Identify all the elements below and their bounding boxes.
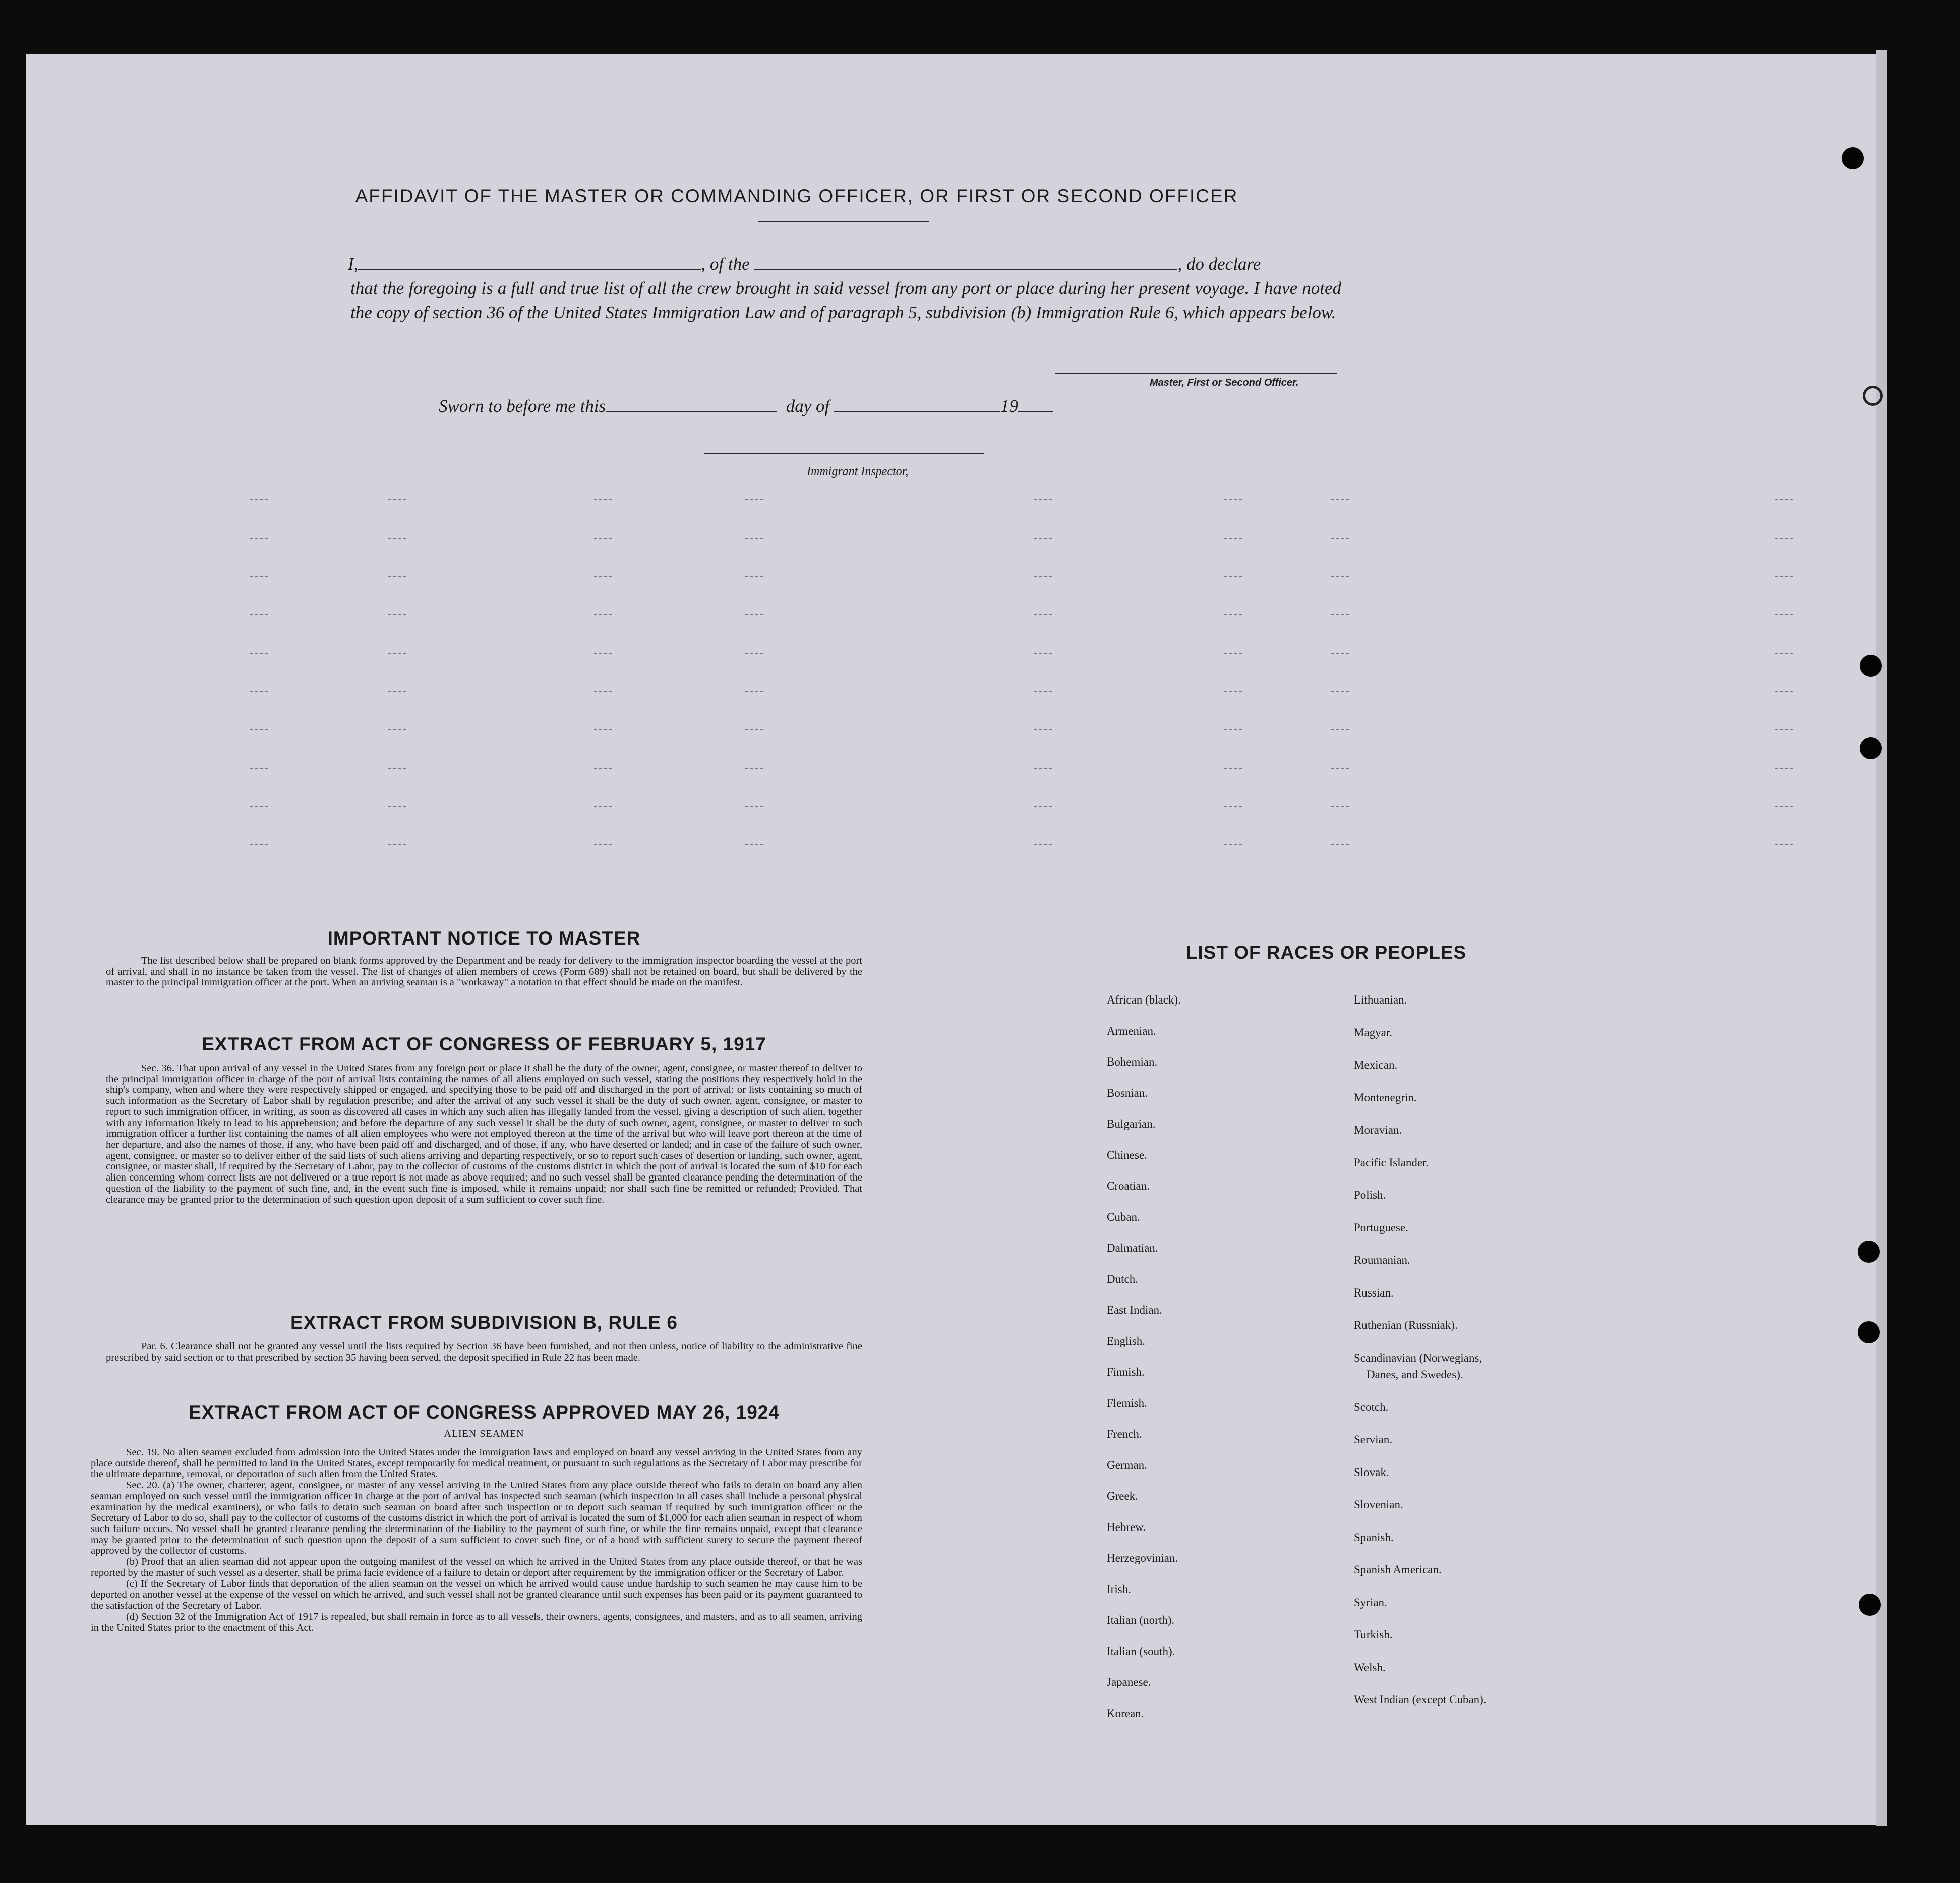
bleed-dash — [250, 844, 268, 845]
extract-1924-paragraph: Sec. 20. (a) The owner, charterer, agent, consignee, or master of any vessel arriving in the United States from any place outside thereof who fails to detain on board any alien seaman employed on such vessel until the immigration officer in charge at the port of arrival has inspected such seaman (which inspection in all cases shall include a personal physical examination by the medical examiners), or who fails to detain such seaman on board after such inspection or to deport such seaman if required by such immigration officer or the Secretary of Labor to do so, shall pay to the collector of customs of the customs district in which the port of arrival is located the sum of $1,000 for each alien seaman in respect of whom such failure occurs. No vessel shall be granted clearance pending the determination of the liability to the payment of such fine, or while the fine remains unpaid, except that clearance may be granted prior to the determination of such question upon the deposit of a sum sufficient to cover such fine, or of a bond with sufficient surety to secure the payment thereof approved by the collector of customs. — [91, 1480, 862, 1557]
rule6-body: Par. 6. Clearance shall not be granted any vessel until the lists required by Section 36 have been furnished, and not then unless, notice of liability to the administrative fine prescribed by said section or to that prescribed by section 35 having been served, the deposit specified in Rule 22 has been made. — [106, 1341, 862, 1363]
bleed-dash — [1775, 691, 1793, 692]
race-item: Flemish. — [1107, 1396, 1147, 1409]
race-item: Scotch. — [1354, 1400, 1389, 1414]
bleed-dash — [388, 499, 406, 500]
bleed-dash — [1034, 538, 1052, 539]
bleed-dash — [594, 538, 612, 539]
bleed-dash — [745, 768, 763, 769]
race-item: Syrian. — [1354, 1596, 1387, 1609]
bleed-dash — [1224, 768, 1242, 769]
affidavit-of-the-label: , of the — [701, 254, 750, 274]
bleed-dash — [1034, 576, 1052, 577]
race-item: Bohemian. — [1107, 1055, 1158, 1068]
bleed-dash — [250, 691, 268, 692]
bleed-dash — [1775, 729, 1793, 730]
bleed-dash — [1224, 614, 1242, 615]
bleed-dash — [745, 806, 763, 807]
affidavit-declare-label: , do declare — [1177, 254, 1261, 274]
bleed-dash — [1775, 576, 1793, 577]
bleed-dash — [1224, 729, 1242, 730]
affidavit-declaration — [348, 252, 1341, 325]
race-item: Servian. — [1354, 1433, 1393, 1446]
bleed-dash — [594, 691, 612, 692]
punch-hole — [1863, 386, 1883, 406]
race-item: Hebrew. — [1107, 1520, 1146, 1534]
bleed-dash — [388, 538, 406, 539]
race-item: Finnish. — [1107, 1366, 1145, 1378]
race-item: Croatian. — [1107, 1180, 1150, 1192]
bleed-dash — [594, 729, 612, 730]
race-item: English. — [1107, 1334, 1146, 1347]
race-item: Polish. — [1354, 1189, 1386, 1201]
vessel-field-line[interactable] — [754, 269, 1177, 270]
year-label: 19 — [1000, 396, 1018, 416]
bleed-dash — [1775, 768, 1793, 769]
bleed-dash — [388, 614, 406, 615]
bleed-dash — [1224, 653, 1242, 654]
bleed-dash — [388, 768, 406, 769]
bleed-dash — [1331, 844, 1349, 845]
inspector-label: Immigrant Inspector, — [807, 465, 909, 478]
bleed-dash — [1034, 768, 1052, 769]
bleed-dash — [1034, 499, 1052, 500]
extract-1924-paragraph: (c) If the Secretary of Labor finds that deportation of the alien seaman on the vessel on which he arrived would cause undue hardship to such seamen he may cause him to be deported on another vessel at the expense of the vessel on which he arrived, and such vessel shall not be granted clearance until such expenses has been paid or its payment guaranteed to the satisfaction of the Secretary of Labor. — [91, 1578, 862, 1612]
day-of-label: day of — [786, 396, 830, 416]
bleed-dash — [1331, 653, 1349, 654]
bleed-dash — [1331, 538, 1349, 539]
sworn-day-field[interactable] — [606, 411, 777, 412]
race-item: Slovenian. — [1354, 1498, 1403, 1511]
punch-hole — [1858, 1321, 1880, 1343]
bleed-dash — [1331, 806, 1349, 807]
affidavit-i-label: I, — [348, 254, 359, 274]
race-item: Ruthenian (Russniak). — [1354, 1319, 1458, 1331]
race-item: French. — [1107, 1428, 1142, 1440]
bleed-dash — [250, 653, 268, 654]
race-item: Cuban. — [1107, 1210, 1140, 1223]
bleed-dash — [388, 576, 406, 577]
bleed-dash — [1331, 499, 1349, 500]
bleed-dash — [594, 806, 612, 807]
rule6-title: EXTRACT FROM SUBDIVISION B, RULE 6 — [290, 1312, 678, 1333]
race-item: Bosnian. — [1107, 1086, 1148, 1099]
race-item: Spanish American. — [1354, 1563, 1442, 1576]
extract-1924-paragraph: Sec. 19. No alien seamen excluded from admission into the United States under the immigration laws and employed on board any vessel arriving in the United States from any place outside thereof, shall be permitted to land in the United States, except temporarily for medical treatment, or pursuant to such regulations as the Secretary of Labor may prescribe for the ultimate departure, removal, or deportation of such alien from the United States. — [91, 1447, 862, 1480]
race-item: Montenegrin. — [1354, 1091, 1417, 1104]
bleed-dash — [1034, 729, 1052, 730]
race-item: Chinese. — [1107, 1148, 1147, 1161]
notice-text — [106, 956, 862, 988]
race-item: Russian. — [1354, 1286, 1394, 1299]
extract-1917-body: Sec. 36. That upon arrival of any vessel in the United States from any foreign port or place it shall be the duty of the owner, agent, consignee, or master thereof to deliver to the principal immigration officer in charge of the port of arrival lists containing the names of all aliens employed on such vessel, stating the positions they respectively hold in the ship's company, when and where they were respectively shipped or engaged, and specifying those to be paid off and discharged in the port of arrival: or lists containing so much of such information as the Secretary of Labor shall by regulation prescribe; and after the arrival of any such vessel it shall be the duty of such owner, agent, consignee, or master to report to such immigration officer, in writing, as soon as discovered all cases in which any such alien has illegally landed from the vessel, giving a description of such alien, together with any information likely to lead to his apprehension; and before the departure of any such vessel it shall be the duty of such owner, agent, consignee, or master to deliver to such immigration officer a further list containing the names of all alien employees who were not employed thereon at the time of the arrival but who will leave port thereon at the time of her departure, and also the names of those, if any, who have been paid off and discharged, and of those, if any, who have deserted or landed; and in case of the failure of such owner, agent, consignee, or master so to deliver either of the said lists of such aliens arriving and departing respectively, or so to report such cases of desertion or landing, such owner, agent, consignee, or master shall, if required by the Secretary of Labor, pay to the collector of customs of the customs district in which the port of arrival is located the sum of $10 for each alien concerning whom correct lists are not delivered or a true report is not made as above required; and no such vessel shall be granted clearance pending the determination of the question of the liability to the payment of such fine, and, in the event such fine is imposed, while it remains unpaid; nor shall such fine be remitted or refunded; Provided. That clearance may be granted prior to the determination of such question upon deposit of a sum sufficient to cover such fine. — [106, 1063, 862, 1205]
bleed-dash — [388, 806, 406, 807]
notice-body: The list described below shall be prepared on blank forms approved by the Department and be ready for delivery to the immigration inspector boarding the vessel at the port of arrival, and shall in no instance be taken from the vessel. The list of changes of alien members of crews (Form 689) shall not be retained on board, but shall be delivered by the master to the principal immigration officer at the port. When an arriving seaman is a "workaway" a notation to that effect should be made on the manifest. — [106, 955, 862, 988]
bleed-dash — [745, 691, 763, 692]
race-item: Dalmatian. — [1107, 1242, 1158, 1254]
punch-hole — [1860, 655, 1882, 677]
rule6-text — [106, 1341, 862, 1363]
bleed-dash — [1775, 538, 1793, 539]
bleed-dash — [250, 614, 268, 615]
bleed-dash — [594, 499, 612, 500]
punch-hole — [1860, 737, 1882, 759]
race-item: Herzegovinian. — [1107, 1552, 1178, 1564]
race-item: Portuguese. — [1354, 1221, 1408, 1234]
bleed-dash — [594, 844, 612, 845]
bleed-dash — [1331, 576, 1349, 577]
title-rule — [758, 221, 929, 222]
punch-hole — [1842, 147, 1864, 169]
extract-1917-title: EXTRACT FROM ACT OF CONGRESS OF FEBRUARY 5, 1917 — [202, 1034, 766, 1054]
bleed-dash — [1775, 499, 1793, 500]
punch-hole — [1859, 1594, 1881, 1616]
race-item: Slovak. — [1354, 1465, 1389, 1479]
race-item: Irish. — [1107, 1582, 1131, 1596]
bleed-dash — [1224, 691, 1242, 692]
extract-1924-text — [91, 1447, 862, 1633]
race-item: Moravian. — [1354, 1124, 1402, 1136]
bleed-dash — [1775, 653, 1793, 654]
bleed-dash — [388, 653, 406, 654]
bleed-dash — [1331, 691, 1349, 692]
bleed-dash — [1331, 614, 1349, 615]
race-item: East Indian. — [1107, 1304, 1162, 1316]
bleed-dash — [1331, 729, 1349, 730]
race-item: Scandinavian (Norwegians, — [1354, 1351, 1482, 1364]
race-item: Korean. — [1107, 1707, 1144, 1720]
bleed-dash — [1034, 691, 1052, 692]
signature-line[interactable] — [1055, 373, 1337, 374]
bleed-dash — [388, 844, 406, 845]
bleed-dash — [250, 499, 268, 500]
bleed-dash — [1224, 499, 1242, 500]
sworn-year-field[interactable] — [1018, 411, 1053, 412]
sworn-line — [439, 396, 1053, 417]
race-item: Italian (south). — [1107, 1644, 1175, 1658]
race-item: Magyar. — [1354, 1026, 1393, 1039]
race-item: Danes, and Swedes). — [1367, 1368, 1463, 1381]
bleed-dash — [1224, 806, 1242, 807]
race-item: Pacific Islander. — [1354, 1156, 1429, 1169]
bleed-dash — [1331, 768, 1349, 769]
bleed-dash — [1034, 614, 1052, 615]
race-item: Japanese. — [1107, 1676, 1151, 1688]
bleed-dash — [594, 576, 612, 577]
bleed-dash — [1224, 538, 1242, 539]
bleed-dash — [745, 538, 763, 539]
bleed-dash — [250, 729, 268, 730]
page-stack-edge — [1876, 50, 1887, 1826]
affidavit-body: that the foregoing is a full and true list of all the crew brought in said vessel from any port or place during her present voyage. I have noted the copy of section 36 of the United States Immigration Law and of paragraph 5, subdivision (b) Immigration Rule 6, which appears below. — [350, 278, 1341, 322]
race-item: Mexican. — [1354, 1058, 1398, 1071]
bleed-dash — [745, 844, 763, 845]
bleed-dash — [745, 499, 763, 500]
bleed-dash — [1034, 653, 1052, 654]
bleed-dash — [745, 653, 763, 654]
sworn-label: Sworn to before me this — [439, 396, 606, 416]
race-item: Italian (north). — [1107, 1614, 1175, 1626]
extract-1924-subtitle: ALIEN SEAMEN — [444, 1428, 524, 1439]
punch-hole — [1858, 1241, 1880, 1263]
bleed-dash — [250, 538, 268, 539]
bleed-dash — [594, 653, 612, 654]
race-item: Turkish. — [1354, 1628, 1393, 1641]
extract-1917-text — [106, 1063, 862, 1205]
bleed-dash — [745, 614, 763, 615]
bleed-dash — [594, 768, 612, 769]
bleed-dash — [250, 768, 268, 769]
race-item: African (black). — [1107, 993, 1181, 1006]
race-item: German. — [1107, 1458, 1147, 1472]
race-item: Welsh. — [1354, 1661, 1386, 1674]
races-title: LIST OF RACES OR PEOPLES — [1185, 942, 1467, 963]
extract-1924-paragraph: (b) Proof that an alien seaman did not appear upon the outgoing manifest of the vessel on which he arrived in the United States from any place outside thereof, or that he was reported by the master of such vessel as a deserter, shall be prima facie evidence of a failure to detain or deport after requirement by the immigration officer or the Secretary of Labor. — [91, 1556, 862, 1578]
signature-label: Master, First or Second Officer. — [1150, 377, 1299, 388]
race-item: West Indian (except Cuban). — [1354, 1693, 1487, 1706]
bleed-dash — [1224, 844, 1242, 845]
notice-title: IMPORTANT NOTICE TO MASTER — [327, 928, 641, 949]
bleed-dash — [745, 729, 763, 730]
race-item: Spanish. — [1354, 1531, 1394, 1544]
sworn-month-field[interactable] — [834, 411, 1000, 412]
bleed-dash — [1775, 806, 1793, 807]
race-item: Roumanian. — [1354, 1254, 1410, 1266]
extract-1924-title: EXTRACT FROM ACT OF CONGRESS APPROVED MAY 26, 1924 — [189, 1402, 780, 1423]
bleed-dash — [1224, 576, 1242, 577]
extract-1924-paragraph: (d) Section 32 of the Immigration Act of 1917 is repealed, but shall remain in force as to all vessels, their owners, agents, consignees, and masters, and as to all seamen, arriving in the United States prior to the enactment of this Act. — [91, 1611, 862, 1633]
race-item: Bulgarian. — [1107, 1117, 1156, 1130]
race-item: Dutch. — [1107, 1272, 1138, 1285]
inspector-signature-line[interactable] — [704, 453, 984, 454]
race-item: Greek. — [1107, 1490, 1138, 1502]
name-field-line[interactable] — [358, 269, 701, 270]
bleed-dash — [388, 691, 406, 692]
race-item: Armenian. — [1107, 1024, 1156, 1037]
bleed-dash — [1775, 844, 1793, 845]
bleed-dash — [388, 729, 406, 730]
bleed-dash — [1775, 614, 1793, 615]
affidavit-title: AFFIDAVIT OF THE MASTER OR COMMANDING OFFICER, OR FIRST OR SECOND OFFICER — [355, 186, 1238, 206]
bleed-dash — [1034, 844, 1052, 845]
bleed-dash — [1034, 806, 1052, 807]
race-item: Lithuanian. — [1354, 993, 1407, 1006]
bleed-dash — [745, 576, 763, 577]
bleed-dash — [250, 576, 268, 577]
bleed-dash — [250, 806, 268, 807]
bleed-dash — [594, 614, 612, 615]
